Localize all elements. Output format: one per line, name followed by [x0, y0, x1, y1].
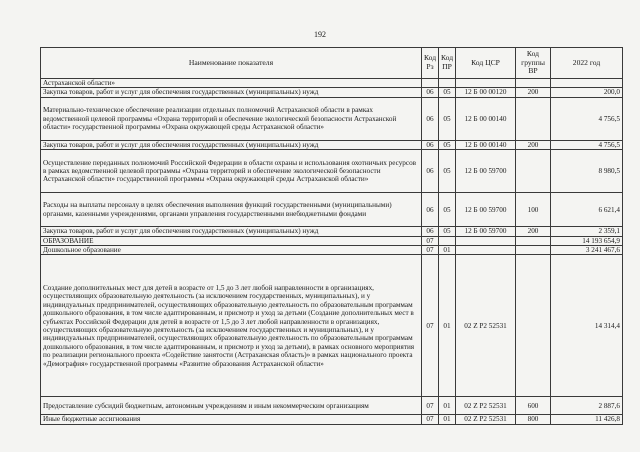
table-row — [41, 193, 623, 227]
table-row — [41, 397, 623, 415]
row-vr — [516, 97, 551, 140]
row-pr: 05 — [439, 97, 456, 140]
row-pr: 05 — [439, 227, 456, 236]
row-vr — [516, 150, 551, 193]
header-rz: Код Рз — [422, 48, 439, 79]
row-pr: 01 — [439, 255, 456, 397]
row-pr: 05 — [439, 193, 456, 227]
row-csr: 12 Б 00 00140 — [456, 140, 516, 149]
row-csr: 12 Б 00 59700 — [456, 227, 516, 236]
row-amount: 14 193 654,9 — [551, 236, 623, 245]
header-year: 2022 год — [551, 48, 623, 79]
row-vr — [516, 79, 551, 88]
row-pr: 05 — [439, 140, 456, 149]
row-vr — [516, 246, 551, 255]
table-row — [41, 236, 623, 245]
table-row — [41, 150, 623, 193]
row-rz: 06 — [422, 140, 439, 149]
row-name: Создание дополнительных мест для детей в возрасте от 1,5 до 3 лет любой направленности в организациях, осуществляющих образовательную деятельность (за исключением государственных, муниципальных), и у индивидуальных предпринимателей, осуществляющих образовательную деятельность по образовательным программам дошкольного образования, в том числе адаптированным, и присмотр и уход за детьми (Создание дополнительных мест в субъектах Российской Федерации для детей в возрасте от 1,5 до 3 лет любой направленности в организациях, осуществляющих образовательную деятельность (за исключением государственных и муниципальных), и у индивидуальных предпринимателей, осуществляющих образовательную деятельность по образовательным программам дошкольного образования, в том числе адаптированным, и присмотр и уход за детьми), в рамках основного мероприятия по реализации регионального проекта «Содействие занятости (Астраханская область)» в рамках национального проекта «Демография» государственной программы «Развитие образования Астраханской области» — [41, 255, 422, 397]
row-amount: 8 980,5 — [551, 150, 623, 193]
table-row — [41, 227, 623, 236]
table-row — [41, 79, 623, 88]
row-name: ОБРАЗОВАНИЕ — [41, 236, 422, 245]
row-name: Закупка товаров, работ и услуг для обеспечения государственных (муниципальных) нужд — [41, 88, 422, 97]
row-csr: 12 Б 00 59700 — [456, 150, 516, 193]
row-rz: 06 — [422, 227, 439, 236]
row-vr: 200 — [516, 227, 551, 236]
row-csr: 02 Z P2 52531 — [456, 397, 516, 415]
header-csr: Код ЦСР — [456, 48, 516, 79]
row-rz: 07 — [422, 397, 439, 415]
row-amount: 200,0 — [551, 88, 623, 97]
row-name: Астраханской области» — [41, 79, 422, 88]
table-row — [41, 97, 623, 140]
row-csr: 02 Z P2 52531 — [456, 255, 516, 397]
row-name: Закупка товаров, работ и услуг для обеспечения государственных (муниципальных) нужд — [41, 227, 422, 236]
row-csr — [456, 236, 516, 245]
row-name: Предоставление субсидий бюджетным, автономным учреждениям и иным некоммерческим организациям — [41, 397, 422, 415]
row-rz: 07 — [422, 236, 439, 245]
row-name: Осуществление переданных полномочий Российской Федерации в области охраны и использования охотничьих ресурсов в рамках ведомственной целевой программы «Охрана территорий и обеспечение экологической безопасности Астраханской области» государственной программы «Охрана окружающей среды Астраханской области» — [41, 150, 422, 193]
header-name: Наименование показателя — [41, 48, 422, 79]
row-csr — [456, 246, 516, 255]
row-amount — [551, 79, 623, 88]
row-vr — [516, 236, 551, 245]
row-vr: 200 — [516, 140, 551, 149]
row-vr: 800 — [516, 415, 551, 424]
row-amount: 4 756,5 — [551, 97, 623, 140]
row-name: Иные бюджетные ассигнования — [41, 415, 422, 424]
row-pr: 05 — [439, 88, 456, 97]
row-rz: 06 — [422, 97, 439, 140]
row-amount: 14 314,4 — [551, 255, 623, 397]
row-pr — [439, 236, 456, 245]
table-row — [41, 88, 623, 97]
row-rz — [422, 79, 439, 88]
budget-table — [40, 47, 623, 425]
row-pr: 01 — [439, 415, 456, 424]
table-row — [41, 140, 623, 149]
row-csr: 12 Б 00 59700 — [456, 193, 516, 227]
row-rz: 06 — [422, 88, 439, 97]
page-number: 192 — [314, 30, 326, 39]
row-csr: 12 Б 00 00120 — [456, 88, 516, 97]
row-pr: 05 — [439, 150, 456, 193]
row-amount: 4 756,5 — [551, 140, 623, 149]
row-name: Закупка товаров, работ и услуг для обеспечения государственных (муниципальных) нужд — [41, 140, 422, 149]
row-rz: 06 — [422, 150, 439, 193]
row-amount: 2 887,6 — [551, 397, 623, 415]
table-row — [41, 415, 623, 424]
header-pr: Код ПР — [439, 48, 456, 79]
row-amount: 2 359,1 — [551, 227, 623, 236]
row-vr: 200 — [516, 88, 551, 97]
row-name: Дошкольное образование — [41, 246, 422, 255]
row-pr: 01 — [439, 397, 456, 415]
row-rz: 07 — [422, 255, 439, 397]
row-vr: 100 — [516, 193, 551, 227]
row-amount: 3 241 467,6 — [551, 246, 623, 255]
row-name: Материально-техническое обеспечение реализации отдельных полномочий Астраханской области в рамках ведомственной целевой программы «Охрана территорий и обеспечение экологической безопасности Астраханской области» государственной программы «Охрана окружающей среды Астраханской области» — [41, 97, 422, 140]
row-csr: 02 Z P2 52531 — [456, 415, 516, 424]
row-pr — [439, 79, 456, 88]
table-header-row — [41, 48, 623, 79]
row-csr — [456, 79, 516, 88]
row-rz: 07 — [422, 246, 439, 255]
row-amount: 6 621,4 — [551, 193, 623, 227]
table-row — [41, 246, 623, 255]
row-vr — [516, 255, 551, 397]
row-vr: 600 — [516, 397, 551, 415]
table-row — [41, 255, 623, 397]
row-rz: 06 — [422, 193, 439, 227]
row-csr: 12 Б 00 00140 — [456, 97, 516, 140]
row-name: Расходы на выплаты персоналу в целях обеспечения выполнения функций государственными (муниципальными) органами, казенными учреждениями, органами управления государственными внебюджетными фондами — [41, 193, 422, 227]
row-rz: 07 — [422, 415, 439, 424]
row-pr: 01 — [439, 246, 456, 255]
header-vr: Код группы ВР — [516, 48, 551, 79]
row-amount: 11 426,8 — [551, 415, 623, 424]
